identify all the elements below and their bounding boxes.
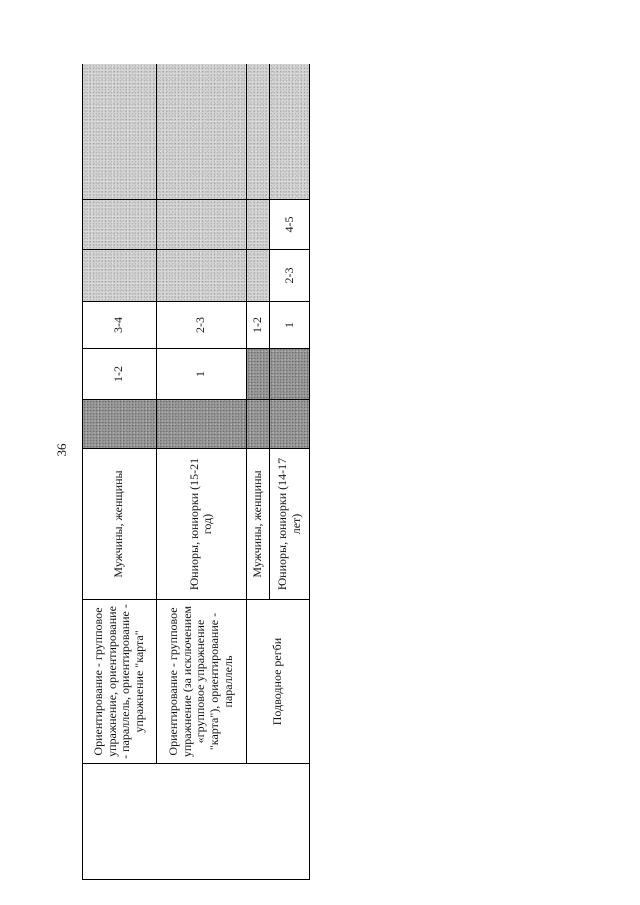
table-row — [83, 64, 157, 880]
discipline-cell: Подводное регби — [247, 600, 310, 764]
value-cell — [247, 349, 270, 400]
rotated-table — [82, 64, 310, 880]
group-cell: Юниоры, юниорки (14-17 лет) — [270, 449, 310, 600]
value-cell: 3-4 — [83, 302, 157, 349]
value-cell: 1-2 — [247, 302, 270, 349]
value-cell — [247, 200, 270, 250]
value-cell: 1 — [270, 302, 310, 349]
value-cell — [83, 200, 157, 250]
value-cell — [247, 250, 270, 302]
value-cell — [247, 64, 270, 200]
group-cell: Мужчины, женщины — [247, 449, 270, 600]
value-cell: 1-2 — [83, 349, 157, 400]
value-cell — [83, 250, 157, 302]
value-cell: 2-3 — [270, 250, 310, 302]
value-cell — [270, 64, 310, 200]
group-cell: Мужчины, женщины — [83, 449, 157, 600]
table-row — [247, 64, 270, 880]
rotated-table-wrapper — [82, 64, 310, 880]
value-cell — [83, 64, 157, 200]
value-cell: 4-5 — [270, 200, 310, 250]
value-cell — [270, 349, 310, 400]
value-cell — [270, 400, 310, 449]
value-cell — [156, 400, 247, 449]
value-cell — [156, 200, 247, 250]
sport-rank-table — [82, 64, 310, 880]
page-number: 36 — [54, 443, 69, 457]
value-cell: 1 — [156, 349, 247, 400]
value-cell — [156, 64, 247, 200]
discipline-cell: Ориентирование - групповое упражнение, ориентирование - параллель, ориентирование - упражнение "карта" — [83, 600, 157, 764]
value-cell — [83, 400, 157, 449]
sport-cell — [83, 764, 310, 880]
group-cell: Юниоры, юниорки (15-21 год) — [156, 449, 247, 600]
table-row — [156, 64, 247, 880]
value-cell — [247, 400, 270, 449]
discipline-cell: Ориентирование - групповое упражнение (за исключением «групповое упражнение "карта"), ориентирование - параллель — [156, 600, 247, 764]
value-cell — [156, 250, 247, 302]
value-cell: 2-3 — [156, 302, 247, 349]
